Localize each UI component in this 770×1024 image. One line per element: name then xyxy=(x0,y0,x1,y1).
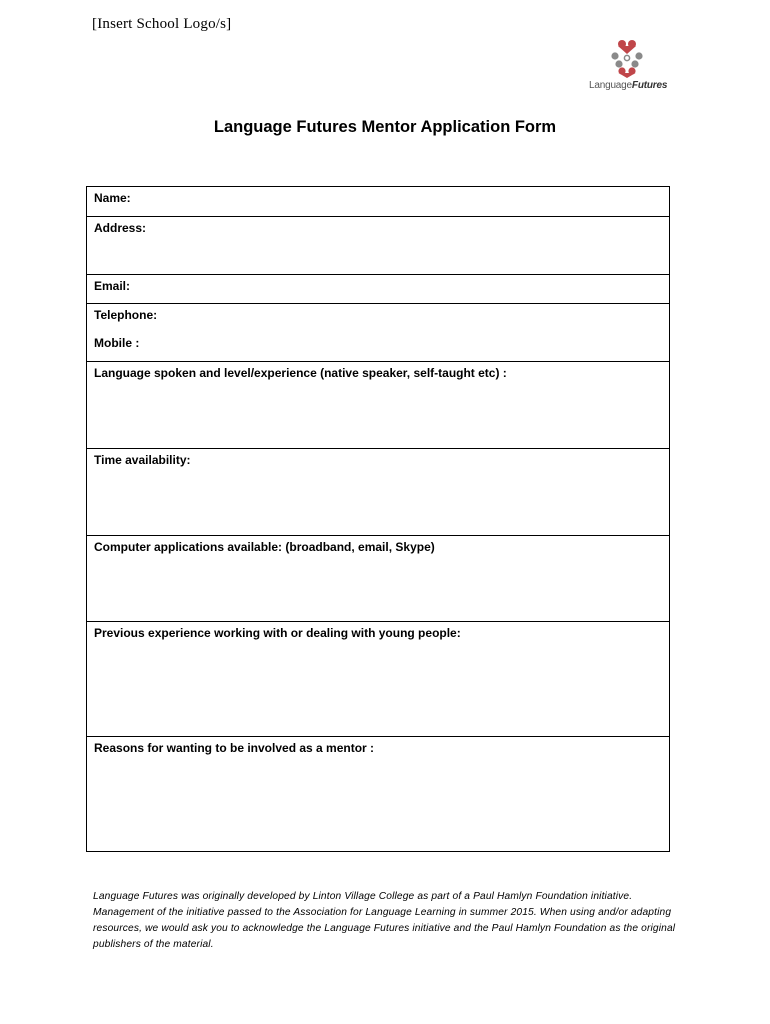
address-field[interactable] xyxy=(87,217,670,275)
form-row-email xyxy=(87,275,670,304)
previous-experience-label: Previous experience working with or dealing with young people: xyxy=(94,626,461,640)
form-row-experience xyxy=(87,622,670,737)
telephone-label: Telephone: xyxy=(94,308,158,322)
language-experience-field[interactable] xyxy=(87,362,670,449)
time-availability-label: Time availability: xyxy=(94,453,191,467)
brand-mark-icon xyxy=(585,38,677,78)
email-label: Email: xyxy=(94,279,131,293)
logo-wordmark xyxy=(589,80,667,91)
footer-note: Language Futures was originally developed by Linton Village College as part of a Paul Hamlyn Foundation initiative. Management of the initiative passed to the Association for Language Learning in summer 2015. When using and/or adapting resources, we would ask you to acknowledge the Language Futures initiative and the Paul Hamlyn Foundation as the original publishers of the material. xyxy=(93,891,676,950)
mentor-reasons-label: Reasons for wanting to be involved as a mentor : xyxy=(94,741,375,755)
logo-word-bold: Futures xyxy=(631,80,668,91)
page-title: Language Futures Mentor Application Form xyxy=(213,118,557,136)
time-availability-field[interactable] xyxy=(87,449,670,536)
language-futures-logo xyxy=(585,38,677,94)
form-row-time xyxy=(87,449,670,536)
telephone-field[interactable] xyxy=(87,304,670,362)
form-row-reasons xyxy=(87,737,670,852)
computer-applications-label: Computer applications available: (broadband, email, Skype) xyxy=(94,540,435,554)
application-form-table xyxy=(86,186,670,852)
email-field[interactable] xyxy=(87,275,670,304)
form-row-computer xyxy=(87,536,670,622)
previous-experience-field[interactable] xyxy=(87,622,670,737)
computer-applications-field[interactable] xyxy=(87,536,670,622)
name-field[interactable] xyxy=(87,187,670,217)
language-experience-label: Language spoken and level/experience (native speaker, self-taught etc) : xyxy=(94,366,507,380)
logo-word-regular: Language xyxy=(589,80,632,91)
form-row-name xyxy=(87,187,670,217)
mentor-reasons-field[interactable] xyxy=(87,737,670,852)
form-row-address xyxy=(87,217,670,275)
name-label: Name: xyxy=(94,191,131,205)
form-row-telephone xyxy=(87,304,670,362)
form-row-language xyxy=(87,362,670,449)
school-logo-placeholder: [Insert School Logo/s] xyxy=(92,16,232,32)
address-label: Address: xyxy=(94,221,147,235)
mobile-label: Mobile : xyxy=(94,336,140,350)
